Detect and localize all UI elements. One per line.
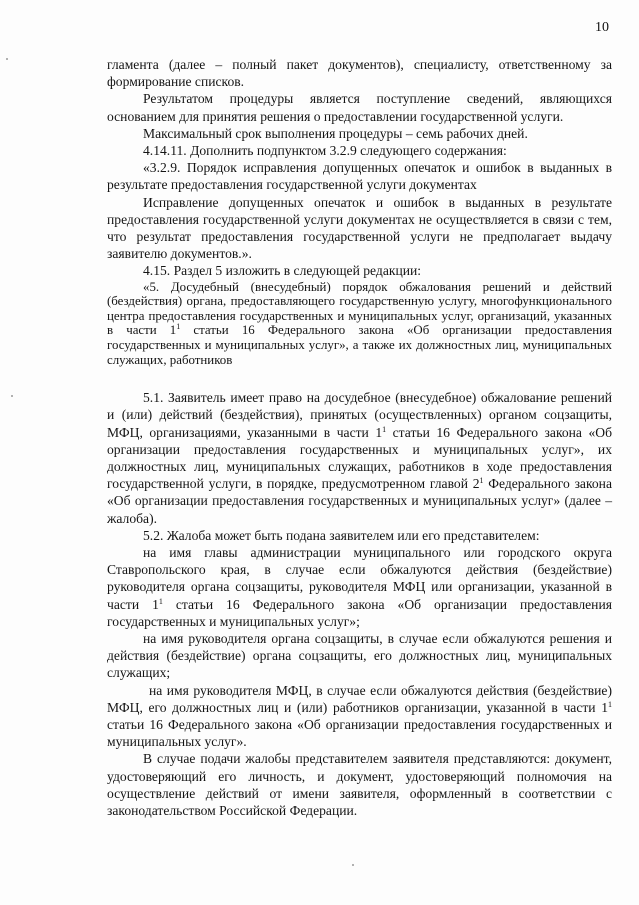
scan-speck [352, 864, 354, 866]
paragraph-continuation: гламента (далее – полный пакет документов), специалисту, ответственному за формирование списков. [107, 57, 612, 90]
text-run: на имя главы администрации муниципального или городского округа Ставропольского края, в случае если обжалуются действия (бездействие) руководителя органа соцзащиты, руководителя МФЦ или организации, указанной в части 1 [107, 545, 612, 612]
text-run: «5. Досудебный (внесудебный) порядок обжалования решений и действий (бездействия) органа, предоставляющего государственную услугу, многофункционального центра предоставления государственных и муниципальных услуг, организаций, указанных в части 1 [107, 279, 612, 338]
document-body [107, 56, 612, 819]
spacer [107, 367, 612, 389]
text-run: статьи 16 Федерального закона «Об организации предоставления государственных и муниципальных услуг», их должностных лиц, муниципальных служащих, работников в ходе предоставления государственной услуги, в порядке, предусмотренном главой 2 [107, 424, 612, 492]
section-5-heading [107, 280, 612, 368]
text-run: статьи 16 Федерального закона «Об организации предоставления государственных и муниципальных услуг». [107, 717, 612, 750]
paragraph-head-of-administration [107, 544, 612, 630]
paragraph-max-term: Максимальный срок выполнения процедуры – семь рабочих дней. [143, 125, 528, 141]
text-run: на имя руководителя МФЦ, в случае если обжалуются действия (бездействие) МФЦ, его должностных лиц и (или) работников организации, указанной в части 1 [107, 682, 612, 715]
text-run: Федерального закона «Об организации предоставления государственных и муниципальных услуг» (далее – жалоба). [107, 476, 612, 526]
superscript: 1 [608, 699, 612, 709]
paragraph-3-2-9-body: Исправление допущенных опечаток и ошибок в выданных в результате предоставления государственной услуги документах не осуществляется в связи с тем, что результат предоставления государственной услуги не предполагает выдачу заявителю документов.». [107, 194, 612, 262]
superscript: 1 [158, 596, 163, 606]
scan-speck [11, 395, 13, 397]
text-run: статьи 16 Федерального закона «Об организации предоставления государственных и муниципальных услуг»; [107, 596, 612, 629]
paragraph-head-of-social-protection: на имя руководителя органа соцзащиты, в случае если обжалуются решения и действия (бездействие) органа соцзащиты, его должностных лиц, муниципальных служащих; [107, 631, 612, 681]
paragraph-4-14-11: 4.14.11. Дополнить подпунктом 3.2.9 следующего содержания: [143, 143, 507, 159]
paragraph-representative: В случае подачи жалобы представителем заявителя представляются: документ, удостоверяющий его личность, и документ, удостоверяющий полномочия на осуществление действий от имени заявителя, оформленный в соответствии с законодательством Российской Федерации. [107, 751, 612, 819]
paragraph-5-1 [107, 389, 612, 527]
text-run: статьи 16 Федерального закона «Об организации предоставления государственных и муниципальных услуг», а также их должностных лиц, муниципальных служащих, работников [107, 323, 612, 367]
page-number: 10 [595, 20, 609, 35]
paragraph-3-2-9-heading: «3.2.9. Порядок исправления допущенных опечаток и ошибок в выданных в результате предоставления государственной услуги документах [107, 160, 612, 193]
paragraph-head-of-mfc [107, 682, 612, 751]
paragraph-result: Результатом процедуры является поступление сведений, являющихся основанием для принятия решения о предоставлении государственной услуги. [107, 91, 612, 124]
paragraph-5-2: 5.2. Жалоба может быть подана заявителем или его представителем: [143, 527, 540, 543]
scan-speck [6, 58, 8, 60]
superscript: 1 [382, 424, 387, 434]
paragraph-4-15: 4.15. Раздел 5 изложить в следующей редакции: [143, 263, 422, 279]
superscript: 1 [176, 322, 181, 332]
superscript: 1 [479, 476, 484, 486]
text-run: 5.1. Заявитель имеет право на досудебное (внесудебное) обжалование решений и (или) действий (бездействия), принятых (осуществленных) органом соцзащиты, МФЦ, организациями, указанными в части 1 [107, 390, 612, 440]
